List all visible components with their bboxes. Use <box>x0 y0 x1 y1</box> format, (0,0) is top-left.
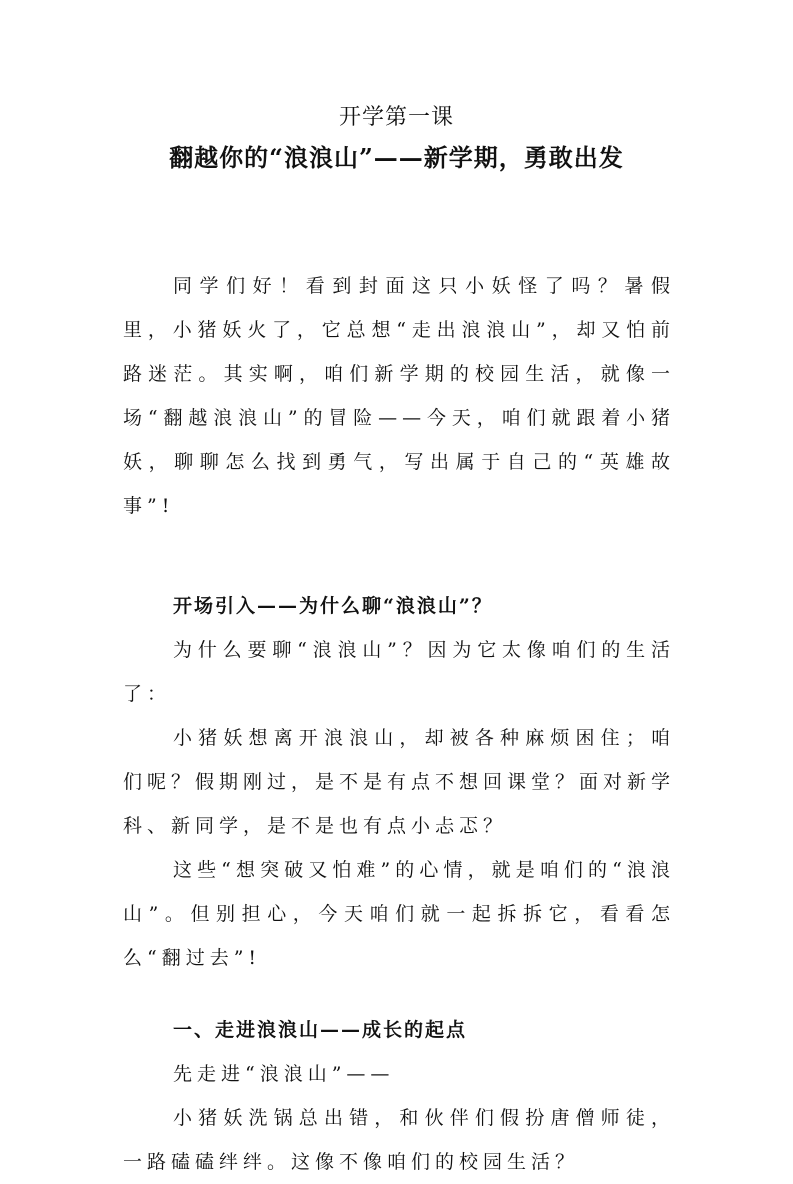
section-heading: 一、走进浪浪山——成长的起点 <box>173 1019 468 1041</box>
paragraph: 为什么要聊“浪浪山”？因为它太像咱们的生活了： <box>123 639 675 705</box>
document-title: 开学第一课 <box>338 105 454 130</box>
document-subtitle: 翻越你的“浪浪山”——新学期，勇敢出发 <box>169 143 624 172</box>
paragraph: 这些“想突破又怕难”的心情，就是咱们的“浪浪山”。但别担心，今天咱们就一起拆拆它，看看怎么“翻过去”! <box>123 859 675 969</box>
paragraph: 先走进“浪浪山”—— <box>173 1063 395 1085</box>
paragraph: 小猪妖洗锅总出错，和伙伴们假扮唐僧师徒，一路磕磕绊绊。这像不像咱们的校园生活？ <box>123 1107 675 1173</box>
intro-paragraph: 同学们好！看到封面这只小妖怪了吗？暑假里，小猪妖火了，它总想“走出浪浪山”，却又怕前路迷茫。其实啊，咱们新学期的校园生活，就像一场“翻越浪浪山”的冒险——今天，咱们就跟着小猪妖，聊聊怎么找到勇气，写出属于自己的“英雄故事”! <box>123 275 675 517</box>
spacer <box>123 528 675 556</box>
paragraph: 小猪妖想离开浪浪山，却被各种麻烦困住；咱们呢？假期刚过，是不是有点不想回课堂？面对新学科、新同学，是不是也有点小忐忑？ <box>123 727 676 837</box>
section-heading: 开场引入——为什么聊“浪浪山”？ <box>173 595 493 617</box>
document-body <box>123 264 675 1184</box>
spacer <box>123 980 675 1008</box>
spacer <box>123 556 675 584</box>
